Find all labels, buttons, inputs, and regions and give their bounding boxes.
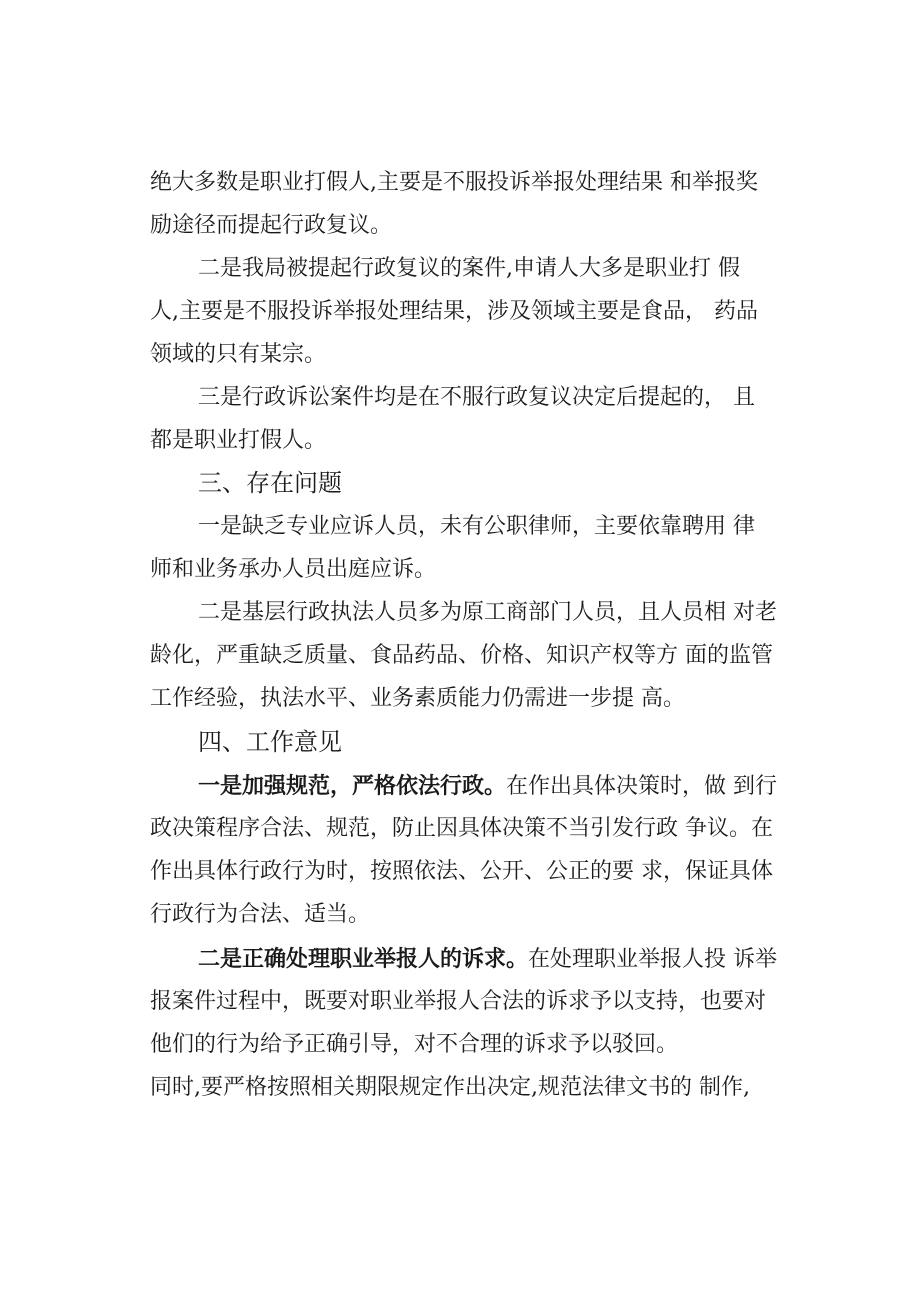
para2-line3: 领域的只有某宗。 [150,342,327,367]
para7-line1-rest: 在处理职业举报人投 诉举 [528,947,778,972]
para1-line2: 励途径而提起行政复议。 [150,213,393,238]
section3-heading: 三、存在问题 [198,469,342,497]
para2-line1: 二是我局被提起行政复议的案件,申请人大多是职业打 假 [198,256,740,281]
para4-line2: 师和业务承办人员出庭应诉。 [150,557,437,582]
para8-line1: 同时,要严格按照相关期限规定作出决定,规范法律文书的 制作, [150,1075,750,1100]
para5-line3: 工作经验，执法水平、业务素质能力仍需进一步提 高。 [150,686,685,711]
para6-line1-rest: 在作出具体决策时，做 到行 [506,774,778,799]
para6-bold-lead: 一是加强规范，严格依法行政。 [198,773,507,799]
para6-line4: 行政行为合法、适当。 [150,902,371,927]
para7-bold-lead: 二是正确处理职业举报人的诉求。 [198,946,529,972]
para6-line1 [198,771,800,801]
para2-line2: 人,主要是不服投诉举报处理结果，涉及领域主要是食品， 药品 [150,299,758,324]
para7-line1 [198,944,800,974]
para5-line1: 二是基层行政执法人员多为原工商部门人员，且人员相 对老 [198,600,777,625]
para4-line1: 一是缺乏专业应诉人员，未有公职律师，主要依靠聘用 律 [198,514,755,539]
para3-line2: 都是职业打假人。 [150,428,327,453]
para7-line3: 他们的行为给予正确引导，对不合理的诉求予以驳回。 [150,1032,679,1057]
section4-heading: 四、工作意见 [198,728,342,756]
para6-line3: 作出具体行政行为时，按照依法、公开、公正的要 求，保证具体 [150,859,773,884]
para5-line2: 龄化，严重缺乏质量、食品药品、价格、知识产权等方 面的监管 [150,643,773,668]
para3-line1: 三是行政诉讼案件均是在不服行政复议决定后提起的， 且 [198,385,755,410]
para6-line2: 政决策程序合法、规范，防止因具体决策不当引发行政 争议。在 [150,816,773,841]
para7-line2: 报案件过程中，既要对职业举报人合法的诉求予以支持，也要对 [150,989,767,1014]
para1-line1: 绝大多数是职业打假人,主要是不服投诉举报处理结果 和举报奖 [150,170,758,195]
